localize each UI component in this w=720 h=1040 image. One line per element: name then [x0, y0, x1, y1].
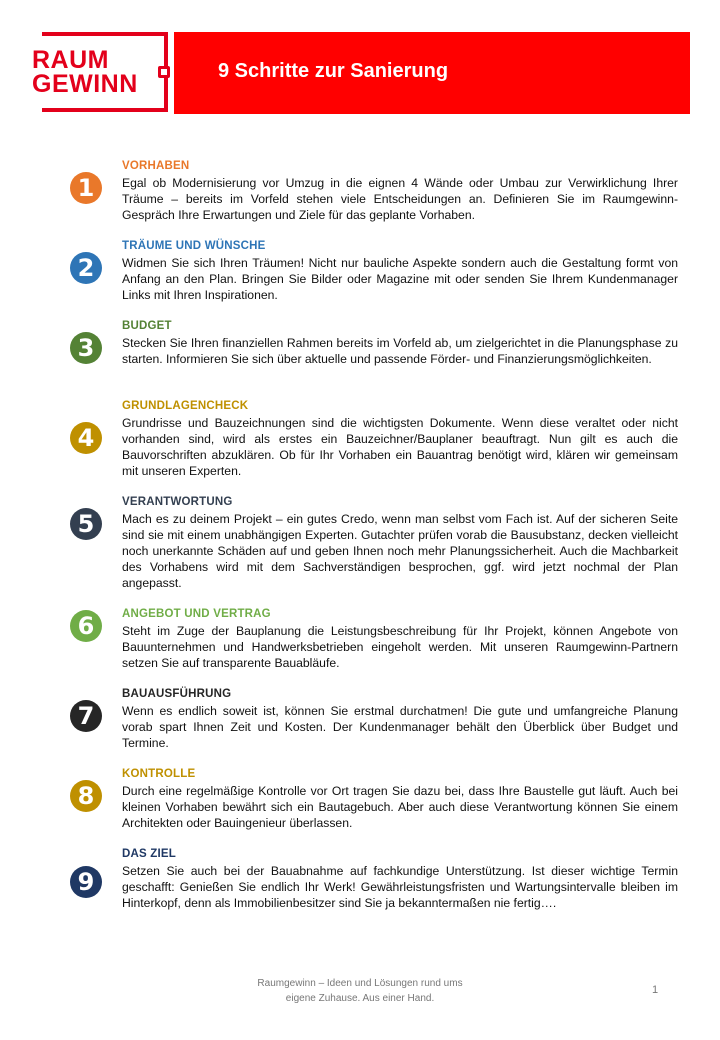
step-title: DAS ZIEL [122, 848, 176, 860]
page-header [30, 30, 690, 114]
step-number-badge: 4 [70, 422, 102, 454]
step-number-badge: 6 [70, 610, 102, 642]
page-title: 9 Schritte zur Sanierung [218, 60, 449, 82]
step-description: Durch eine regelmäßige Kontrolle vor Ort tragen Sie dazu bei, dass Ihre Baustelle gut läuft. Auch bei kleinen Vorhaben bewährt sich ein Bautagebuch. Aber auch diese Verantwortung können Sie einem Architekten oder Bauingenieur überlassen. [122, 784, 678, 830]
step-number-badge: 5 [70, 508, 102, 540]
footer-line1: Raumgewinn – Ideen und Lösungen rund ums [257, 978, 463, 989]
step-title: ANGEBOT UND VERTRAG [122, 608, 271, 620]
step-title: VERANTWORTUNG [122, 496, 233, 508]
door-handle-icon [158, 66, 170, 78]
step-description: Egal ob Modernisierung vor Umzug in die eignen 4 Wände oder Umbau zur Verwirklichung Ihrer Träume – bereits im Vorfeld stehen viele Entscheidungen an. Definieren Sie im Raumgewinn-Gespräch Ihre Erwartungen und Ziele für das geplante Vorhaben. [122, 176, 678, 222]
step-number-badge: 7 [70, 700, 102, 732]
step-description: Wenn es endlich soweit ist, können Sie erstmal durchatmen! Die gute und umfangreiche Planung vorab spart Ihnen Zeit und Kosten. Der Kundenmanager behält den Überblick über Budget und Termine. [122, 704, 678, 750]
step-description: Steht im Zuge der Bauplanung die Leistungsbeschreibung für Ihr Projekt, können Angebote von Bauunternehmen und Handwerksbetrieben eingeholt werden. Mit unseren Raumgewinn-Partnern setzen Sie auf transparente Bauabläufe. [122, 624, 678, 670]
step-description: Grundrisse und Bauzeichnungen sind die wichtigsten Dokumente. Wenn diese veraltet oder nicht vorhanden sind, wird als erstes ein Bauzeichner/Bauplaner beauftragt. Nun gilt es auch die Bauvorschriften abzuklären. Ob für Ihr Vorhaben ein Bauantrag benötigt wird, klären wir gemeinsam mit unseren Experten. [122, 416, 678, 478]
step-number-badge: 8 [70, 780, 102, 812]
logo-text [32, 48, 138, 96]
footer-line2: eigene Zuhause. Aus einer Hand. [285, 993, 435, 1004]
raumgewinn-logo [30, 30, 170, 114]
step-description: Setzen Sie auch bei der Bauabnahme auf fachkundige Unterstützung. Ist dieser wichtige Termin geschafft: Genießen Sie endlich Ihr Werk! Gewährleistungsfristen und Wartungsintervalle bleiben im Hinterkopf, denn als Immobilienbesitzer sind Sie ja bekanntermaßen nie fertig…. [122, 864, 678, 910]
logo-line2: GEWINN [32, 70, 138, 98]
step-number-badge: 3 [70, 332, 102, 364]
step-description: Stecken Sie Ihren finanziellen Rahmen bereits im Vorfeld ab, um zielgerichtet in die Planungsphase zu starten. Informieren Sie sich über aktuelle und passende Förder- und Finanzierungsmöglichkeiten. [122, 336, 678, 366]
step-title: BUDGET [122, 320, 172, 332]
title-banner [174, 32, 690, 114]
step-number-badge: 1 [70, 172, 102, 204]
step-number-badge: 9 [70, 866, 102, 898]
step-title: KONTROLLE [122, 768, 196, 780]
logo-line1: RAUM [32, 46, 109, 74]
step-title: BAUAUSFÜHRUNG [122, 688, 232, 700]
step-title: GRUNDLAGENCHECK [122, 400, 249, 412]
step-description: Widmen Sie sich Ihren Träumen! Nicht nur bauliche Aspekte sondern auch die Gestaltung formt von Anfang an den Plan. Bringen Sie Bilder oder Magazine mit oder senden Sie Ihrem Kundenmanager Links mit Ihren Inspirationen. [122, 256, 678, 302]
step-number-badge: 2 [70, 252, 102, 284]
footer [230, 976, 490, 1006]
step-title: VORHABEN [122, 160, 190, 172]
step-title: TRÄUME UND WÜNSCHE [122, 240, 266, 252]
page-number: 1 [652, 984, 659, 996]
step-description: Mach es zu deinem Projekt – ein gutes Credo, wenn man selbst vom Fach ist. Auf der sicheren Seite sind sie mit einem unabhängigen Experten. Gutachter prüfen vorab die Bausubstanz, decken vielleicht noch unerkannte Schäden auf und geben Ihnen noch mehr Planungssicherheit. Auch die Machbarkeit des Vorhabens wird mit dem Sachverständigen besprochen, ggf. wird jetzt nochmal der Plan angepasst. [122, 512, 678, 590]
